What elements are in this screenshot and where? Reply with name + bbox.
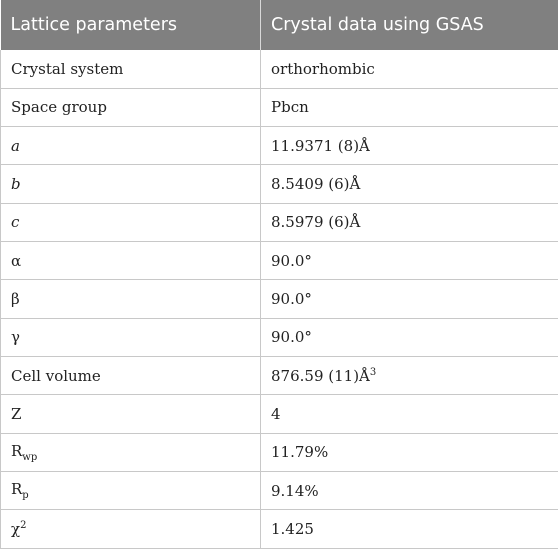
table-row bbox=[1, 433, 558, 471]
label-gamma: γ bbox=[1, 318, 261, 356]
header-crystal-data: Crystal data using GSAS bbox=[271, 15, 484, 35]
rwp-symbol: R bbox=[11, 441, 23, 460]
table-row bbox=[1, 395, 558, 433]
value-rwp: 11.79% bbox=[261, 433, 558, 471]
label-c: c bbox=[1, 203, 261, 241]
value-crystal-system: orthorhombic bbox=[261, 50, 558, 88]
table-row bbox=[1, 203, 558, 241]
table-row bbox=[1, 318, 558, 356]
header-lattice-parameters: Lattice parameters bbox=[1, 0, 261, 50]
table-row bbox=[1, 357, 558, 395]
header-row bbox=[1, 0, 558, 50]
label-b: b bbox=[1, 165, 261, 203]
chi-exponent: 2 bbox=[20, 520, 27, 532]
table-row bbox=[1, 50, 558, 88]
label-rwp bbox=[1, 433, 261, 471]
cell-volume-number: 876.59 (11)Å bbox=[271, 366, 370, 385]
value-z: 4 bbox=[261, 395, 558, 433]
rp-symbol: R bbox=[11, 480, 23, 499]
label-z: Z bbox=[1, 395, 261, 433]
table-row bbox=[1, 88, 558, 126]
value-b: 8.5409 (6)Å bbox=[261, 165, 558, 203]
value-rp: 9.14% bbox=[261, 472, 558, 510]
rwp-subscript: wp bbox=[22, 451, 38, 463]
label-alpha: α bbox=[1, 242, 261, 280]
label-chi-squared bbox=[1, 510, 261, 548]
label-crystal-system: Crystal system bbox=[1, 50, 261, 88]
label-cell-volume: Cell volume bbox=[1, 357, 261, 395]
value-a: 11.9371 (8)Å bbox=[261, 127, 558, 165]
cell-volume-exponent: 3 bbox=[369, 366, 377, 378]
value-c: 8.5979 (6)Å bbox=[261, 203, 558, 241]
table-row bbox=[1, 165, 558, 203]
label-rp bbox=[1, 472, 261, 510]
value-chi-squared: 1.425 bbox=[261, 510, 558, 548]
value-beta: 90.0° bbox=[261, 280, 558, 318]
chi-symbol: χ bbox=[11, 520, 21, 539]
table-body bbox=[1, 50, 558, 548]
rp-subscript: p bbox=[22, 490, 29, 502]
table-row bbox=[1, 280, 558, 318]
table-header bbox=[1, 0, 558, 50]
label-beta: β bbox=[1, 280, 261, 318]
value-cell-volume bbox=[261, 357, 558, 395]
table-row bbox=[1, 510, 558, 548]
label-space-group: Space group bbox=[1, 88, 261, 126]
value-space-group: Pbcn bbox=[261, 88, 558, 126]
value-gamma: 90.0° bbox=[261, 318, 558, 356]
table-row bbox=[1, 242, 558, 280]
table-row bbox=[1, 127, 558, 165]
value-alpha: 90.0° bbox=[261, 242, 558, 280]
label-a: a bbox=[1, 127, 261, 165]
table-row bbox=[1, 472, 558, 510]
